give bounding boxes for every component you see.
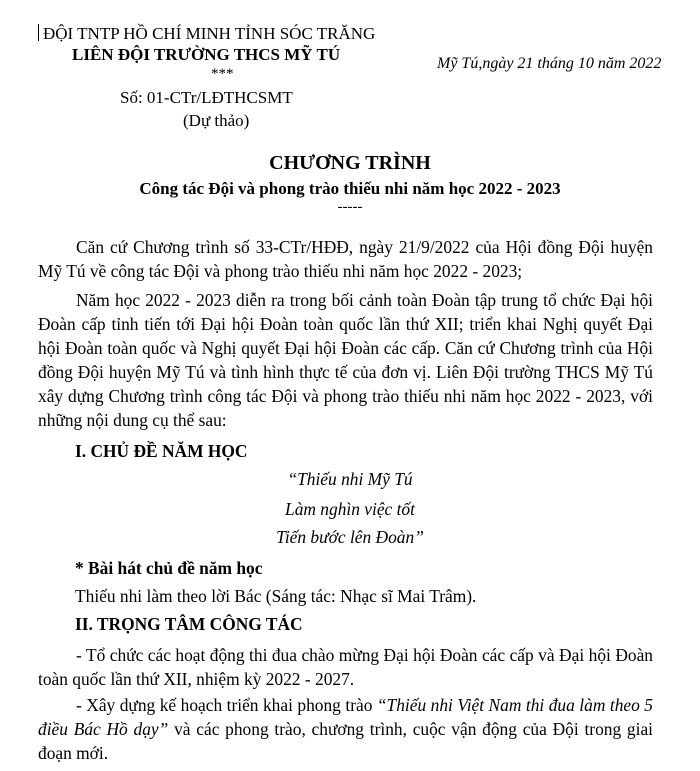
unit-name: LIÊN ĐỘI TRƯỜNG THCS MỸ TÚ bbox=[72, 45, 341, 64]
document-title: CHƯƠNG TRÌNH bbox=[269, 152, 431, 174]
slogan-line-3: Tiến bước lên Đoàn” bbox=[276, 527, 424, 547]
place-date: Mỹ Tú,ngày 21 tháng 10 năm 2022 bbox=[437, 55, 662, 72]
organization-text: ĐỘI TNTP HỒ CHÍ MINH TỈNH SÓC TRĂNG bbox=[43, 24, 376, 43]
focus-item-2-movement: “Thiếu nhi Việt Nam thi đua làm theo 5 điều Bác Hồ dạy” bbox=[38, 695, 653, 739]
draft-note: (Dự thảo) bbox=[183, 111, 250, 130]
focus-item-1: - Tổ chức các hoạt động thi đua chào mừng Đại hội Đoàn các cấp và Đại hội Đoàn toàn quốc lần thứ XII, nhiệm kỳ 2022 - 2027. bbox=[38, 645, 653, 689]
song-heading: * Bài hát chủ đề năm học bbox=[75, 558, 263, 578]
section-heading-focus: II. TRỌNG TÂM CÔNG TÁC bbox=[75, 614, 303, 634]
document-number: Số: 01-CTr/LĐTHCSMT bbox=[120, 88, 293, 107]
title-separator: ----- bbox=[337, 199, 363, 215]
paragraph-context: Năm học 2022 - 2023 diễn ra trong bối cảnh toàn Đoàn tập trung tổ chức Đại hội Đoàn cấp tỉnh tiến tới Đại hội Đoàn toàn quốc lần thứ XII; triển khai Nghị quyết Đại hội Đoàn toàn quốc và Nghị quyết Đại hội Đoàn các cấp. Căn cứ Chương trình của Hội đồng Đội huyện Mỹ Tú và tình hình thực tế của đơn vị. Liên Đội trường THCS Mỹ Tú xây dựng Chương trình công tác Đội và phong trào thiếu nhi năm học 2022 - 2023, với những nội dung cụ thể sau: bbox=[38, 290, 653, 430]
slogan-line-1: “Thiếu nhi Mỹ Tú bbox=[287, 469, 413, 489]
organization-name bbox=[38, 24, 375, 44]
focus-item-2-suffix: và các phong trào, chương trình, cuộc vận động của Đội trong giai đoạn mới. bbox=[38, 719, 654, 763]
section-heading-theme: I. CHỦ ĐỀ NĂM HỌC bbox=[75, 441, 248, 461]
paragraph-basis: Căn cứ Chương trình số 33-CTr/HĐĐ, ngày 21/9/2022 của Hội đồng Đội huyện Mỹ Tú về công tác Đội và phong trào thiếu nhi năm học 2022 - 2023; bbox=[38, 237, 653, 281]
margin-bar bbox=[38, 24, 39, 41]
song-text: Thiếu nhi làm theo lời Bác (Sáng tác: Nhạc sĩ Mai Trâm). bbox=[75, 586, 477, 606]
focus-item-2-prefix: - Xây dựng kế hoạch triển khai phong trào bbox=[76, 695, 377, 715]
stars-divider: *** bbox=[211, 66, 234, 82]
slogan-line-2: Làm nghìn việc tốt bbox=[285, 499, 415, 519]
document-subtitle: Công tác Đội và phong trào thiếu nhi năm học 2022 - 2023 bbox=[139, 179, 561, 198]
focus-item-2 bbox=[38, 693, 653, 765]
